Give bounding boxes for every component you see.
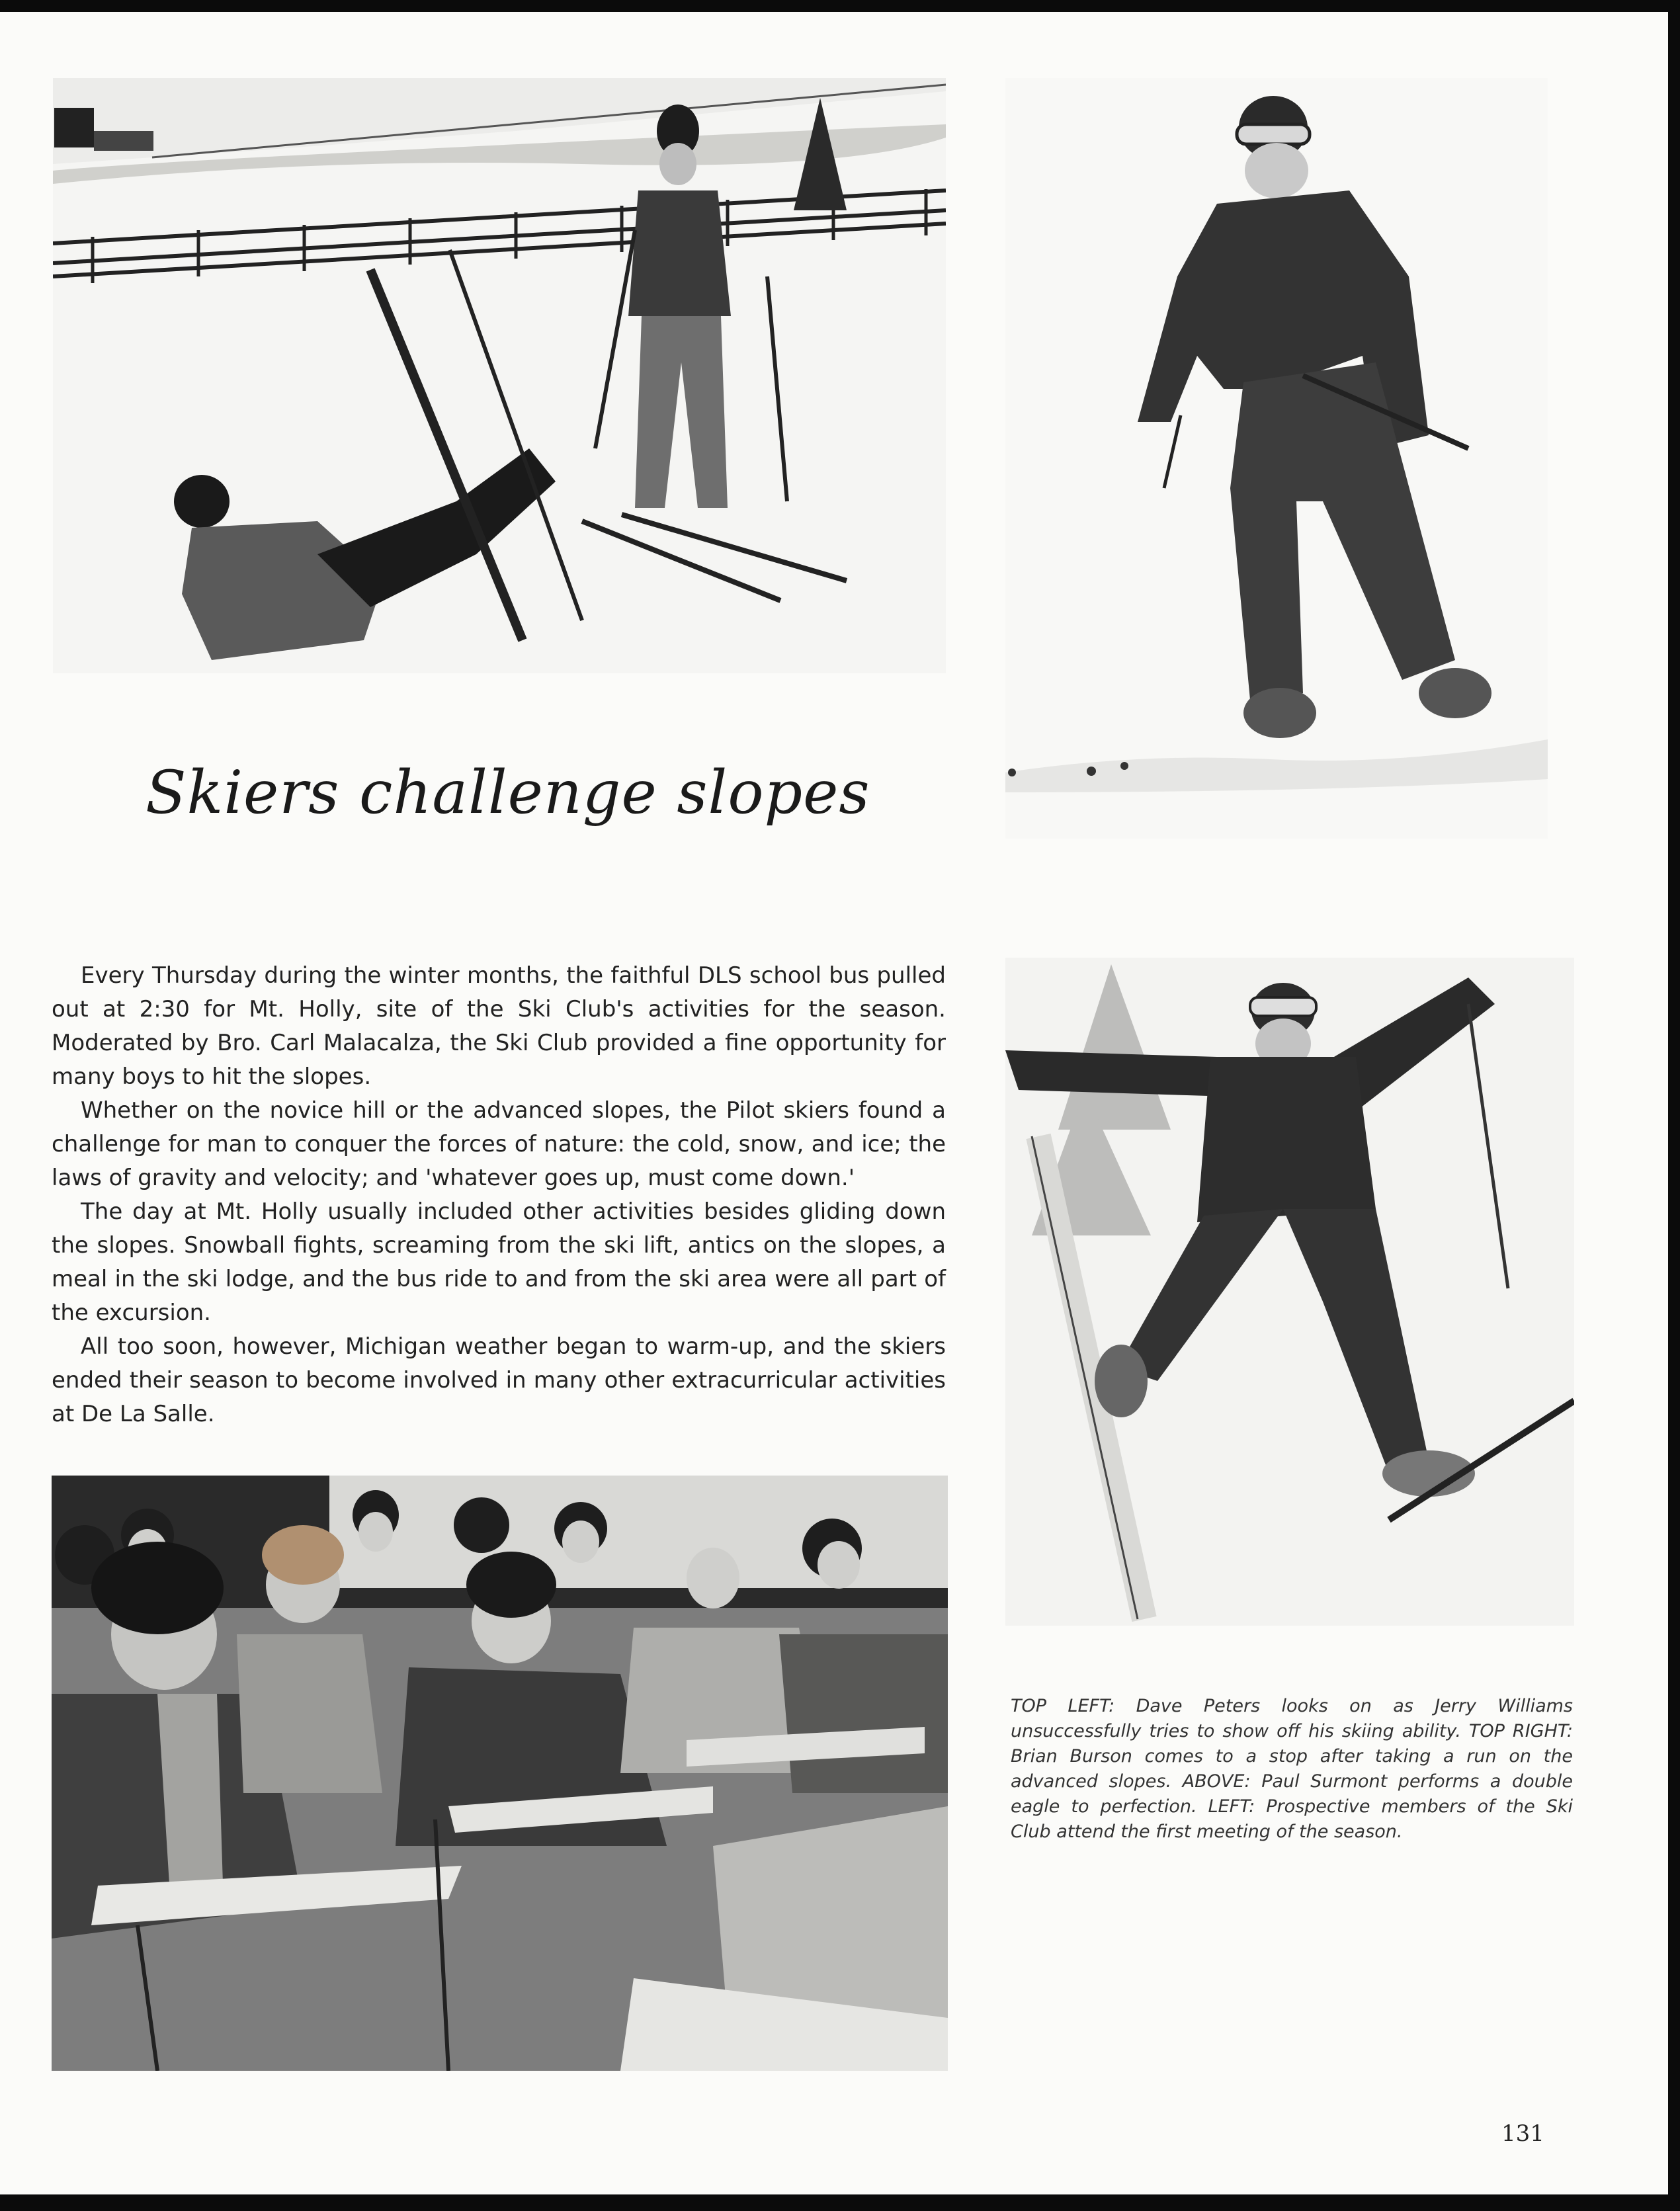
paragraph: All too soon, however, Michigan weather began to warm-up, and the skiers ended their season to become involved in many other extracurricular activities at De La Salle. (52, 1333, 946, 1427)
paragraph: Every Thursday during the winter months, the faithful DLS school bus pulled out at 2:30 for Mt. Holly, site of the Ski Club's activities for the season. Moderated by Bro. Carl Malacalza, the Ski Club provided a fine opportunity for many boys to hit the slopes. (52, 962, 946, 1090)
photo-double-eagle (1005, 958, 1574, 1626)
photo-fallen-skier (53, 78, 946, 673)
article-body (52, 959, 946, 1431)
photo-club-meeting (52, 1476, 948, 2071)
page-number: 131 (1501, 2120, 1544, 2147)
photo-skier-stopping (1005, 78, 1548, 839)
paragraph: Whether on the novice hill or the advanced slopes, the Pilot skiers found a challenge for man to conquer the forces of nature: the cold, snow, and ice; the laws of gravity and velocity; and 'whatever goes up, must come down.' (52, 1097, 946, 1191)
page-title: Skiers challenge slopes (146, 758, 870, 827)
photo-caption: TOP LEFT: Dave Peters looks on as Jerry Williams unsuccessfully tries to show off his skiing ability. TOP RIGHT: Brian Burson comes to a stop after taking a run on the advanced slopes. ABOVE: Paul Surmont performs a double eagle to perfection. LEFT: Prospective members of the Ski Club attend the first meeting of the season. (1011, 1696, 1573, 1842)
yearbook-page (0, 12, 1668, 2194)
paragraph: The day at Mt. Holly usually included other activities besides gliding down the slopes. Snowball fights, screaming from the ski lift, antics on the slopes, a meal in the ski lodge, and the bus ride to and from the ski area were all part of the excursion. (52, 1198, 946, 1326)
